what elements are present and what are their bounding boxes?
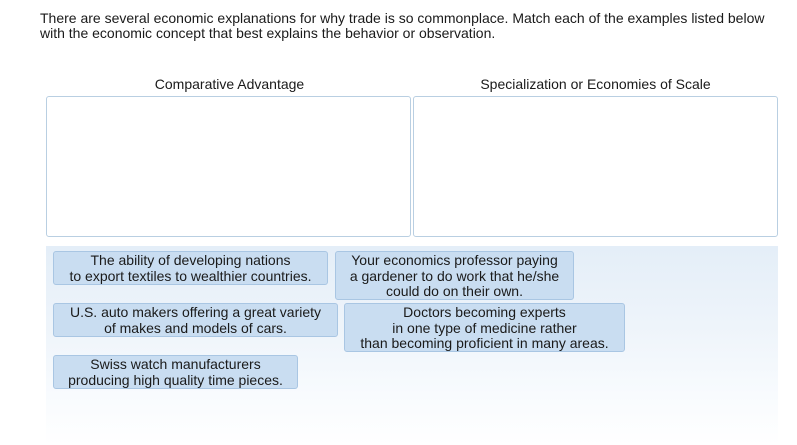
- instructions-text: There are several economic explanations for why trade is so commonplace. Match each of the examples listed below with the economic concept that best explains the behavior or observation.: [40, 10, 765, 41]
- drop-zone-comparative-advantage[interactable]: [46, 96, 411, 237]
- answer-tile-textiles[interactable]: The ability of developing nations to export textiles to wealthier countries.: [53, 251, 328, 285]
- answer-tile-auto-makers[interactable]: U.S. auto makers offering a great variety of makes and models of cars.: [53, 303, 338, 337]
- answer-tile-doctors[interactable]: Doctors becoming experts in one type of medicine rather than becoming proficient in many areas.: [344, 303, 625, 352]
- answer-tile-gardener[interactable]: Your economics professor paying a gardener to do work that he/she could do on their own.: [335, 251, 574, 300]
- column-header-comparative-advantage: Comparative Advantage: [154, 76, 305, 92]
- drop-zone-specialization[interactable]: [413, 96, 778, 237]
- answer-tile-swiss-watch[interactable]: Swiss watch manufacturers producing high quality time pieces.: [53, 355, 298, 389]
- column-header-specialization: Specialization or Economies of Scale: [480, 76, 711, 92]
